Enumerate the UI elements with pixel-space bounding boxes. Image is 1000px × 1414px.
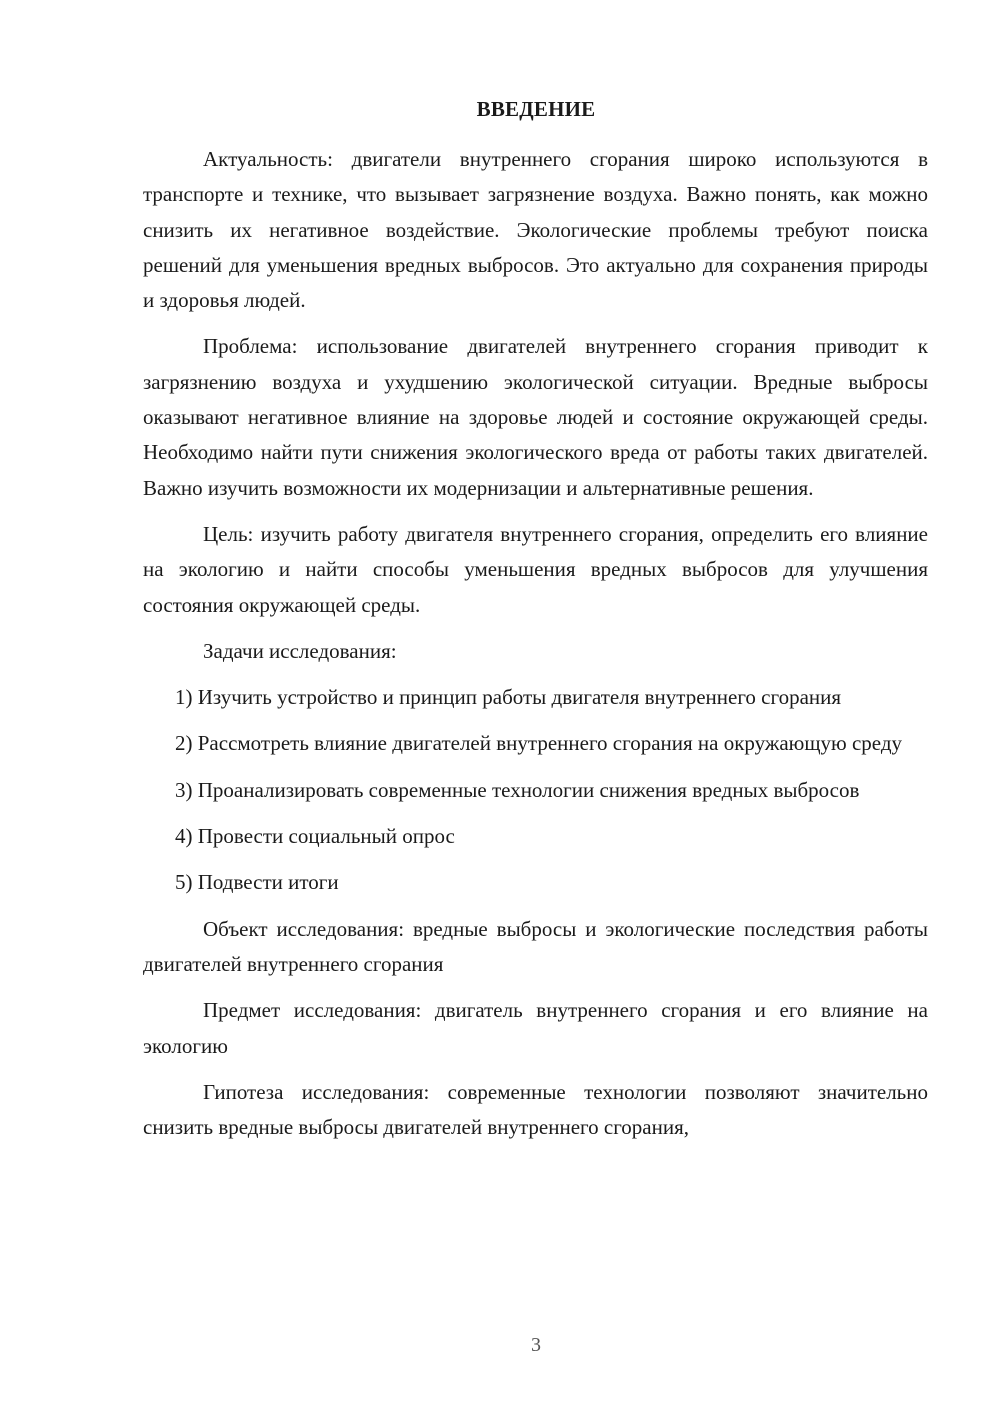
subject-paragraph: Предмет исследования: двигатель внутреннего сгорания и его влияние на экологию	[143, 998, 928, 1058]
tasks-heading: Задачи исследования:	[203, 638, 397, 663]
problem-paragraph: Проблема: использование двигателей внутреннего сгорания приводит к загрязнению воздуха и ухудшению экологической ситуации. Вредные выбросы оказывают негативное влияние на здоровье людей и состояние окружающей среды. Необходимо найти пути снижения экологического вреда от работы таких двигателей. Важно изучить возможности их модернизации и альтернативные решения.	[143, 334, 928, 500]
goal-paragraph: Цель: изучить работу двигателя внутреннего сгорания, определить его влияние на экологию и найти способы уменьшения вредных выбросов для улучшения состояния окружающей среды.	[143, 521, 928, 617]
hypothesis-paragraph: Гипотеза исследования: современные технологии позволяют значительно снизить вредные выбросы двигателей внутреннего сгорания,	[143, 1079, 928, 1140]
body-text	[143, 142, 928, 1156]
object-paragraph: Объект исследования: вредные выбросы и экологические последствия работы двигателей внутреннего сгорания	[143, 916, 928, 976]
section-title: ВВЕДЕНИЕ	[476, 97, 596, 121]
task-item: 5) Подвести итоги	[175, 870, 339, 895]
task-item: 1) Изучить устройство и принцип работы двигателя внутреннего сгорания	[175, 685, 842, 710]
task-item: 4) Провести социальный опрос	[175, 824, 455, 849]
task-item: 3) Проанализировать современные технологии снижения вредных выбросов	[175, 777, 860, 802]
page-number: 3	[531, 1334, 541, 1356]
task-item: 2) Рассмотреть влияние двигателей внутреннего сгорания на окружающую среду	[175, 731, 903, 756]
relevance-paragraph: Актуальность: двигатели внутреннего сгорания широко используются в транспорте и технике, что вызывает загрязнение воздуха. Важно понять, как можно снизить их негативное воздействие. Экологические проблемы требуют поиска решений для уменьшения вредных выбросов. Это актуально для сохранения природы и здоровья людей.	[143, 147, 928, 313]
